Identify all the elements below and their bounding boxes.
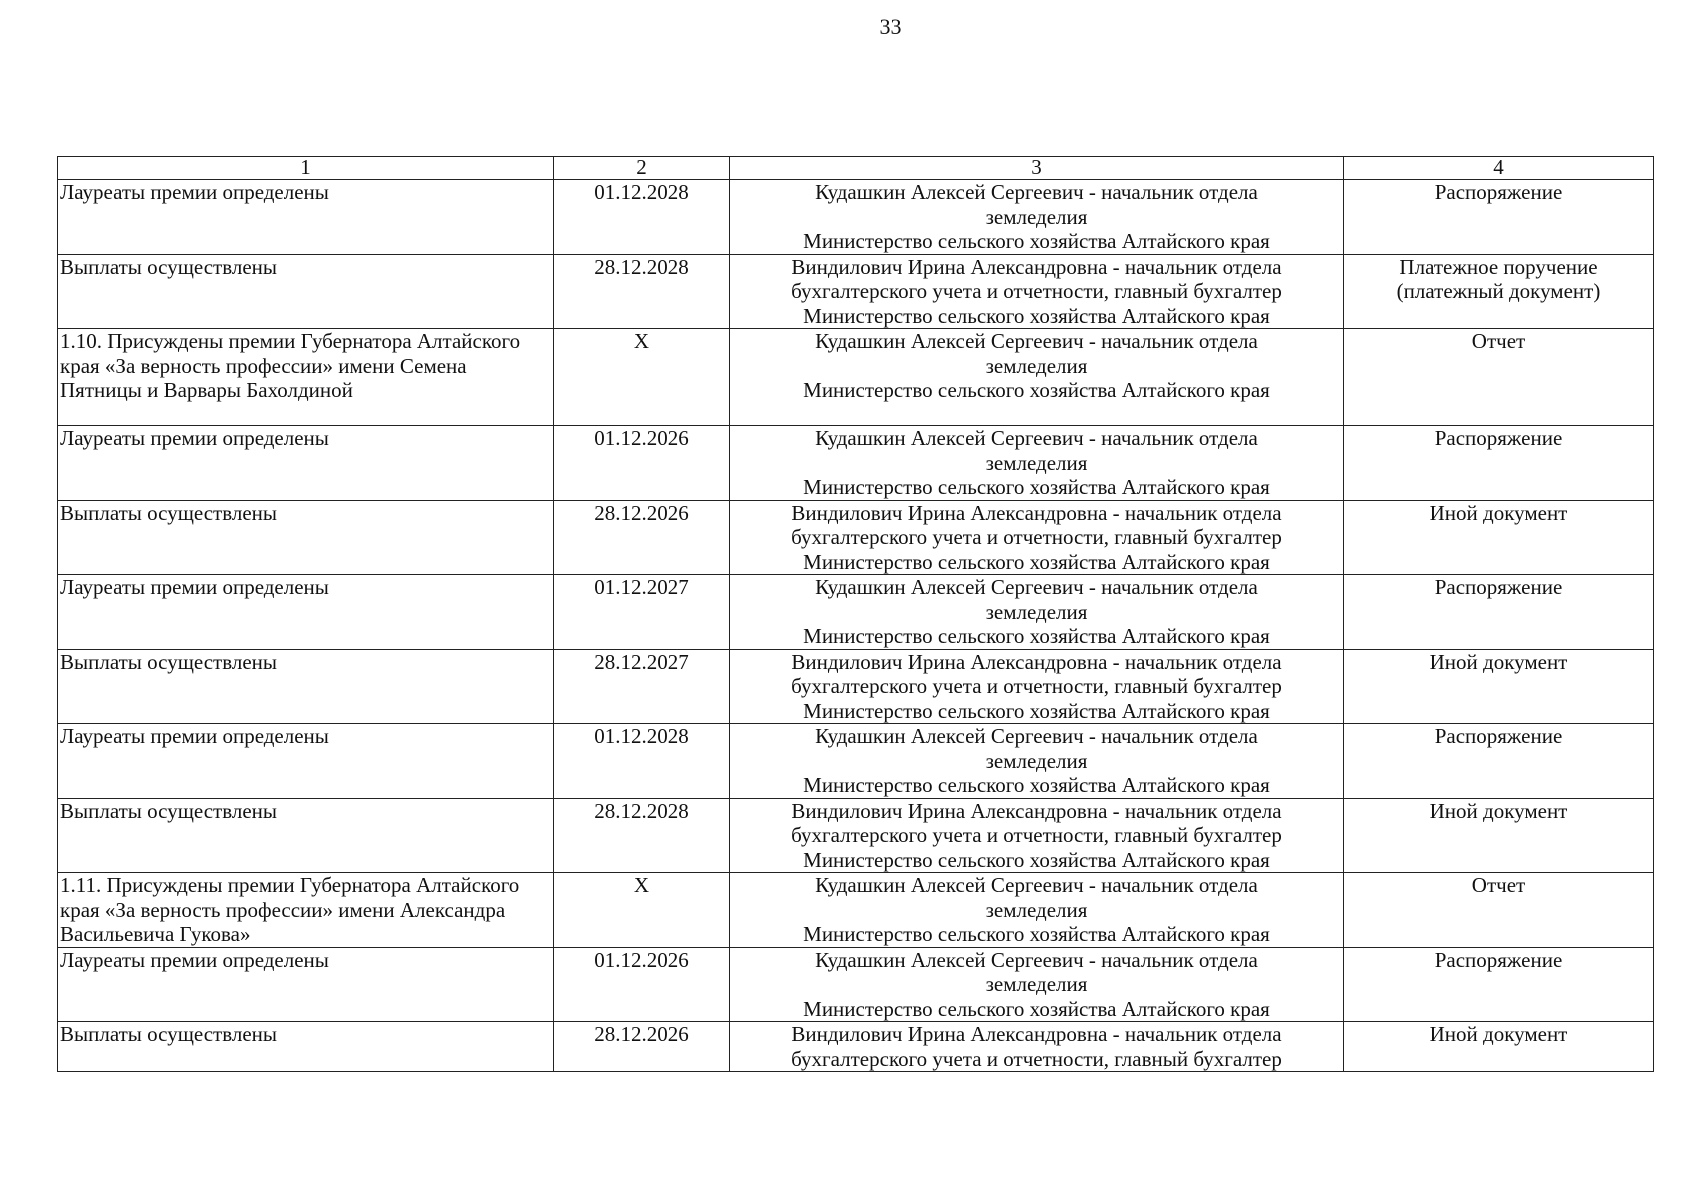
- cell-date: 28.12.2027: [554, 649, 730, 724]
- responsible-line: Кудашкин Алексей Сергеевич - начальник отдела: [815, 724, 1258, 748]
- cell-responsible: [730, 500, 1344, 575]
- responsible-line: Министерство сельского хозяйства Алтайского края: [803, 624, 1270, 648]
- responsible-line: бухгалтерского учета и отчетности, главный бухгалтер: [791, 279, 1282, 303]
- cell-date: 01.12.2027: [554, 575, 730, 650]
- responsible-line: земледелия: [985, 450, 1088, 475]
- table-row: [58, 180, 1654, 255]
- responsible-line: бухгалтерского учета и отчетности, главный бухгалтер: [791, 1046, 1282, 1071]
- table-row: [58, 947, 1654, 1022]
- cell-responsible: [730, 947, 1344, 1022]
- cell-document: [1344, 575, 1654, 650]
- table-row: [58, 575, 1654, 650]
- cell-result: Лауреаты премии определены: [58, 575, 554, 650]
- cell-date: 28.12.2026: [554, 500, 730, 575]
- cell-document: [1344, 500, 1654, 575]
- responsible-line: Министерство сельского хозяйства Алтайского края: [803, 549, 1270, 574]
- table-row: [58, 254, 1654, 329]
- cell-result: Лауреаты премии определены: [58, 426, 554, 501]
- cell-responsible: [730, 798, 1344, 873]
- document-line: Отчет: [1471, 329, 1526, 353]
- cell-document: [1344, 649, 1654, 724]
- cell-document: [1344, 1022, 1654, 1072]
- table-row: [58, 798, 1654, 873]
- responsible-line: Министерство сельского хозяйства Алтайского края: [803, 229, 1270, 253]
- cell-result: Выплаты осуществлены: [58, 1022, 554, 1072]
- responsible-line: Министерство сельского хозяйства Алтайского края: [803, 996, 1270, 1021]
- responsible-line: Виндилович Ирина Александровна - начальник отдела: [791, 500, 1282, 525]
- document-line: Иной документ: [1429, 798, 1568, 823]
- document-line: Распоряжение: [1434, 947, 1563, 972]
- document-line: Распоряжение: [1434, 575, 1563, 599]
- table-body: [58, 180, 1654, 1072]
- responsible-line: Виндилович Ирина Александровна - начальник отдела: [791, 649, 1282, 674]
- cell-responsible: [730, 724, 1344, 799]
- document-line: Иной документ: [1429, 1022, 1568, 1046]
- document-line: Отчет: [1471, 873, 1526, 897]
- cell-date: 01.12.2026: [554, 426, 730, 501]
- responsible-line: земледелия: [985, 204, 1088, 229]
- responsible-line: Министерство сельского хозяйства Алтайского края: [803, 773, 1270, 797]
- header-row: [58, 157, 1654, 180]
- responsible-line: земледелия: [985, 599, 1088, 624]
- cell-result: 1.11. Присуждены премии Губернатора Алтайского края «За верность профессии» имени Александра Васильевича Гукова»: [58, 873, 554, 948]
- page-number: 33: [879, 14, 902, 39]
- column-header-3: 3: [730, 157, 1344, 180]
- responsible-line: Кудашкин Алексей Сергеевич - начальник отдела: [815, 873, 1258, 897]
- cell-responsible: [730, 649, 1344, 724]
- responsible-line: бухгалтерского учета и отчетности, главный бухгалтер: [791, 525, 1282, 549]
- cell-responsible: [730, 1022, 1344, 1072]
- cell-date: 01.12.2028: [554, 180, 730, 255]
- document-line: Платежное поручение: [1399, 254, 1598, 279]
- responsible-line: Кудашкин Алексей Сергеевич - начальник отдела: [815, 575, 1258, 599]
- responsible-line: Виндилович Ирина Александровна - начальник отдела: [791, 1022, 1282, 1046]
- responsible-line: Министерство сельского хозяйства Алтайского края: [803, 922, 1270, 946]
- cell-responsible: [730, 180, 1344, 255]
- responsible-line: Министерство сельского хозяйства Алтайского края: [803, 303, 1270, 328]
- responsible-line: земледелия: [985, 353, 1088, 378]
- responsible-line: Министерство сельского хозяйства Алтайского края: [803, 378, 1270, 402]
- responsible-line: земледелия: [985, 972, 1088, 996]
- responsible-line: земледелия: [985, 897, 1088, 922]
- cell-date: 28.12.2026: [554, 1022, 730, 1072]
- cell-date: 01.12.2026: [554, 947, 730, 1022]
- responsible-line: земледелия: [985, 748, 1088, 773]
- document-line: Распоряжение: [1434, 180, 1563, 204]
- document-line: (платежный документ): [1396, 279, 1601, 303]
- responsible-line: Кудашкин Алексей Сергеевич - начальник отдела: [815, 947, 1258, 972]
- responsible-line: бухгалтерского учета и отчетности, главный бухгалтер: [791, 674, 1282, 698]
- cell-result: Лауреаты премии определены: [58, 947, 554, 1022]
- cell-result: Выплаты осуществлены: [58, 500, 554, 575]
- responsible-line: Кудашкин Алексей Сергеевич - начальник отдела: [815, 426, 1258, 450]
- cell-result: 1.10. Присуждены премии Губернатора Алтайского края «За верность профессии» имени Семена Пятницы и Варвары Бахолдиной: [58, 329, 554, 426]
- table-row: [58, 724, 1654, 799]
- cell-document: [1344, 724, 1654, 799]
- responsible-line: Министерство сельского хозяйства Алтайского края: [803, 847, 1270, 872]
- cell-responsible: [730, 426, 1344, 501]
- column-header-2: 2: [554, 157, 730, 180]
- table-row: [58, 426, 1654, 501]
- cell-result: Выплаты осуществлены: [58, 649, 554, 724]
- table-row: [58, 500, 1654, 575]
- table-row: [58, 329, 1654, 426]
- responsible-line: Виндилович Ирина Александровна - начальник отдела: [791, 798, 1282, 823]
- cell-responsible: [730, 254, 1344, 329]
- cell-date: X: [554, 329, 730, 426]
- document-line: Распоряжение: [1434, 724, 1563, 748]
- cell-result: Выплаты осуществлены: [58, 798, 554, 873]
- responsible-line: Министерство сельского хозяйства Алтайского края: [803, 698, 1270, 723]
- cell-result: Лауреаты премии определены: [58, 180, 554, 255]
- responsible-line: Министерство сельского хозяйства Алтайского края: [803, 475, 1270, 499]
- column-header-1: 1: [58, 157, 554, 180]
- cell-responsible: [730, 575, 1344, 650]
- cell-responsible: [730, 329, 1344, 426]
- document-line: Иной документ: [1429, 649, 1568, 674]
- column-header-4: 4: [1344, 157, 1654, 180]
- responsible-line: Кудашкин Алексей Сергеевич - начальник отдела: [815, 180, 1258, 204]
- cell-date: X: [554, 873, 730, 948]
- responsible-line: Кудашкин Алексей Сергеевич - начальник отдела: [815, 329, 1258, 353]
- cell-result: Выплаты осуществлены: [58, 254, 554, 329]
- cell-document: [1344, 426, 1654, 501]
- cell-document: [1344, 180, 1654, 255]
- document-line: Иной документ: [1429, 500, 1568, 525]
- cell-document: [1344, 798, 1654, 873]
- cell-date: 01.12.2028: [554, 724, 730, 799]
- document-line: Распоряжение: [1434, 426, 1563, 450]
- table-row: [58, 1022, 1654, 1072]
- table-row: [58, 649, 1654, 724]
- responsible-line: Виндилович Ирина Александровна - начальник отдела: [791, 254, 1282, 279]
- cell-date: 28.12.2028: [554, 798, 730, 873]
- cell-responsible: [730, 873, 1344, 948]
- plan-table: [57, 156, 1654, 1072]
- cell-date: 28.12.2028: [554, 254, 730, 329]
- cell-result: Лауреаты премии определены: [58, 724, 554, 799]
- table-row: [58, 873, 1654, 948]
- responsible-line: бухгалтерского учета и отчетности, главный бухгалтер: [791, 823, 1282, 847]
- cell-document: [1344, 873, 1654, 948]
- cell-document: [1344, 329, 1654, 426]
- cell-document: [1344, 254, 1654, 329]
- cell-document: [1344, 947, 1654, 1022]
